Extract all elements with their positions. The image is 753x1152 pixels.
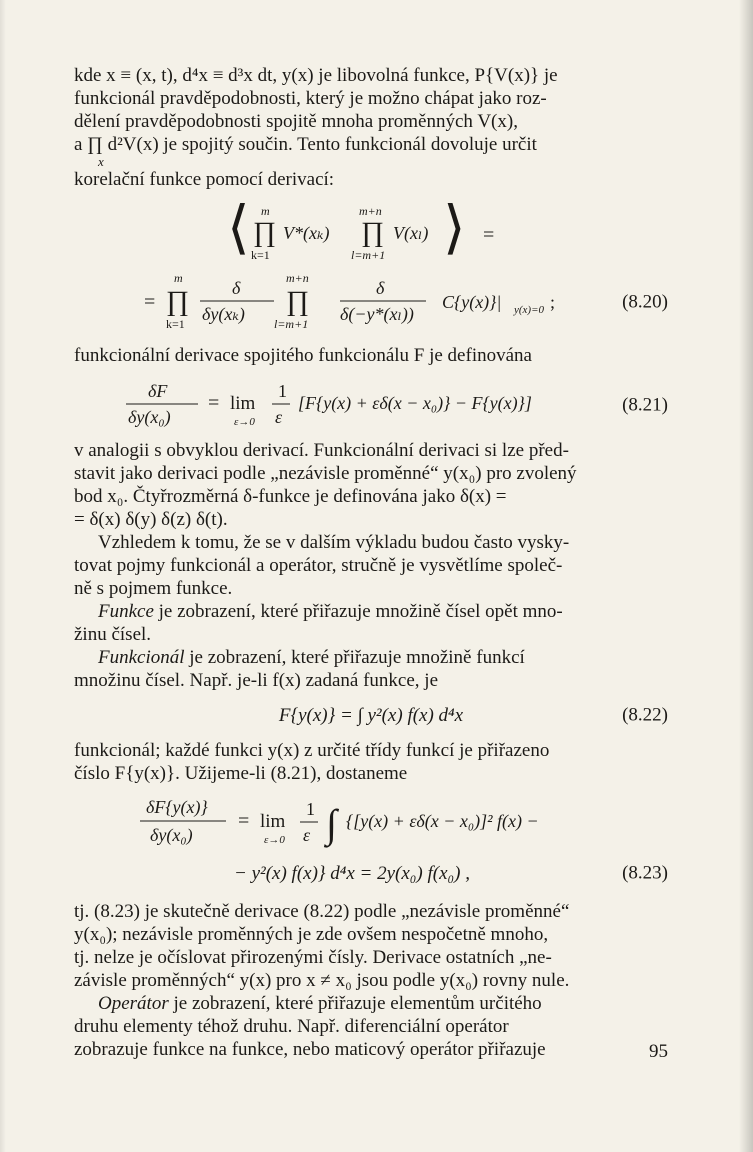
text-line: funkcionál pravděpodobnosti, který je možno chápat jako roz-: [74, 88, 547, 109]
text-line: funkcionál; každé funkci y(x) z určité třídy funkcí je přiřazeno: [74, 740, 550, 761]
frac2-denominator: ε: [275, 407, 283, 427]
equation-8-21: [74, 377, 668, 433]
text-line: v analogii s obvyklou derivací. Funkcionální derivaci si lze před-: [74, 440, 569, 461]
term-c: C{y(x)}|: [442, 292, 502, 312]
text-line: [74, 600, 668, 623]
text-line: dělení pravděpodobnosti spojitě mnoha proměnných V(x),: [74, 111, 518, 132]
frac-numerator: δF{y(x)}: [146, 797, 208, 817]
text-line: y(x₀); nezávisle proměnných je zde ovšem nespočetně mnoho,: [74, 924, 549, 945]
text-line: [74, 646, 668, 669]
equation-8-20-line2: [74, 270, 668, 334]
right-angle-bracket: ⟩: [443, 201, 466, 260]
equation-number: (8.20): [622, 291, 668, 313]
text-line: množinu čísel. Např. je-li f(x) zadaná funkce, je: [74, 670, 439, 691]
frac2-denominator: ε: [303, 825, 311, 845]
prod1-bottom: k=1: [166, 317, 185, 331]
prod1-top: m: [261, 204, 270, 218]
text-line: [74, 992, 668, 1015]
text-line: závisle proměnných“ y(x) pro x ≠ x₀ jsou podle y(x₀) rovny nule.: [74, 970, 570, 991]
lim: lim: [260, 811, 286, 832]
page-edge-left: [0, 0, 6, 1152]
text-line: zobrazuje funkce na funkce, nebo maticový operátor přiřazuje: [74, 1039, 546, 1060]
frac1-numerator: δ: [232, 278, 241, 298]
term-v: V(xₗ): [393, 223, 429, 243]
lim: lim: [230, 393, 256, 414]
prod2-symbol: ∏: [361, 217, 385, 248]
equals-sign: =: [483, 224, 495, 246]
product-subscript: x: [98, 154, 104, 169]
prod1-top: m: [174, 271, 183, 285]
prod2-top: m+n: [359, 204, 382, 218]
integral-sign: ∫: [326, 801, 337, 846]
text-line: tj. nelze je očíslovat přirozenými čísly. Derivace ostatních „ne-: [74, 947, 552, 968]
text-line: = δ(x) δ(y) δ(z) δ(t).: [74, 509, 228, 530]
left-angle-bracket: ⟨: [227, 201, 250, 260]
term-operator-definition: je zobrazení, které přiřazuje elementům určitého: [168, 993, 542, 1014]
equals-sign: =: [238, 810, 250, 832]
product-subscript-row: [74, 156, 668, 168]
equation-number: (8.23): [622, 862, 668, 884]
equation-8-21-svg: [74, 377, 604, 433]
equation-8-23-line1: [74, 791, 668, 851]
lim-subscript: ε→0: [234, 416, 255, 428]
prod2-symbol: ∏: [286, 286, 310, 317]
page-body: [74, 64, 668, 1061]
term-funkce-definition: je zobrazení, které přiřazuje množině čísel opět mno-: [153, 601, 563, 622]
equation-8-23-line1-svg: [74, 791, 634, 851]
term-funkcional-definition: je zobrazení, které přiřazuje množině funkcí: [184, 647, 525, 668]
text-line: žinu čísel.: [74, 624, 152, 645]
frac2-numerator: 1: [306, 799, 315, 819]
text-line: funkcionální derivace spojitého funkcionálu F je definována: [74, 345, 532, 366]
prod1-symbol: ∏: [253, 217, 277, 248]
semicolon: ;: [550, 292, 556, 312]
equation-8-22: [74, 696, 668, 734]
frac1-denominator: δy(xₖ): [202, 304, 245, 324]
term-funkce: Funkce: [98, 601, 154, 622]
text-line: tovat pojmy funkcionál a operátor, stručně je vysvětlíme společ-: [74, 555, 563, 576]
equation-body: [F{y(x) + εδ(x − x₀)} − F{y(x)}]: [298, 393, 532, 413]
frac-numerator: δF: [148, 381, 168, 401]
prod1-symbol: ∏: [166, 286, 190, 317]
equation-8-23-line2: [74, 856, 668, 890]
equation-number: (8.21): [622, 394, 668, 416]
frac2-denominator: δ(−y*(xₗ)): [340, 304, 414, 324]
text-line: tj. (8.23) je skutečně derivace (8.22) podle „nezávisle proměnné“: [74, 901, 570, 922]
prod2-top: m+n: [286, 271, 309, 285]
text-line: druhu elementy téhož druhu. Např. diferenciální operátor: [74, 1016, 509, 1037]
text-line: a ∏ d²V(x) je spojitý součin. Tento funkcionál dovoluje určit: [74, 134, 537, 155]
frac-denominator: δy(x₀): [150, 825, 193, 845]
text-line: ně s pojmem funkce.: [74, 578, 233, 599]
text-line: kde x ≡ (x, t), d⁴x ≡ d³x dt, y(x) je libovolná funkce, P{V(x)} je: [74, 65, 558, 86]
prod2-bottom: l=m+1: [274, 317, 309, 331]
equals-sign: =: [208, 392, 220, 414]
text-line: korelační funkce pomocí derivací:: [74, 169, 335, 190]
text-line: Vzhledem k tomu, že se v dalším výkladu budou často vysky-: [98, 532, 570, 553]
equation-body: {[y(x) + εδ(x − x₀)]² f(x) −: [346, 811, 539, 831]
equation-8-20-line1: [74, 201, 668, 265]
frac-denominator: δy(x₀): [128, 407, 171, 427]
equation-number: (8.22): [622, 704, 668, 726]
equation-body: F{y(x)} = ∫ y²(x) f(x) d⁴x: [278, 704, 464, 726]
text-line: číslo F{y(x)}. Užijeme-li (8.21), dostaneme: [74, 763, 408, 784]
page-number: 95: [649, 1041, 668, 1062]
term-v-star: V*(xₖ): [283, 223, 330, 243]
lead-equals: =: [144, 291, 156, 313]
term-operator: Operátor: [98, 993, 169, 1014]
equation-body: − y²(x) f(x)} d⁴x = 2y(x₀) f(x₀) ,: [234, 862, 470, 884]
frac2-numerator: δ: [376, 278, 385, 298]
prod1-bottom: k=1: [251, 248, 270, 262]
frac2-numerator: 1: [278, 381, 287, 401]
term-funkcional: Funkcionál: [98, 647, 185, 668]
text-line: bod x₀. Čtyřrozměrná δ-funkce je definována jako δ(x) =: [74, 486, 507, 507]
term-c-subscript: y(x)=0: [514, 304, 545, 316]
lim-subscript: ε→0: [264, 834, 285, 846]
equation-8-20-line2-svg: [74, 270, 594, 334]
equation-8-20-line1-svg: [221, 201, 521, 265]
text-line: stavit jako derivaci podle „nezávisle proměnné“ y(x₀) pro zvolený: [74, 463, 577, 484]
prod2-bottom: l=m+1: [351, 248, 386, 262]
page-edge-shadow: [739, 0, 753, 1152]
